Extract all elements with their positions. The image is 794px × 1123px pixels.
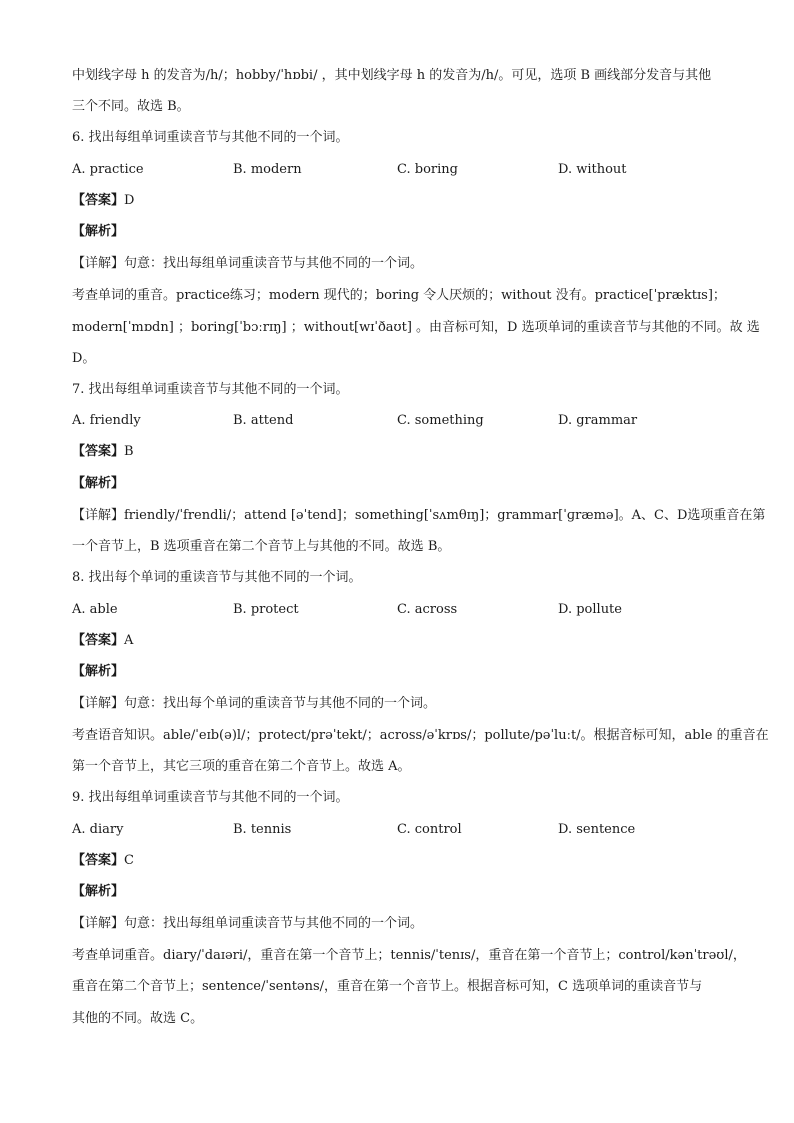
answer-value: B (124, 444, 134, 459)
answer-label: 【答案】 (72, 853, 125, 868)
answer-label: 【答案】 (72, 444, 125, 459)
option-b: B. tennis (233, 822, 292, 837)
detail-line: 第一个音节上，其它三项的重音在第二个音节上。故选 A。 (72, 759, 411, 774)
detail-line: 考查单词重音。diary/ˈdaɪəri/，重音在第一个音节上；tennis/ˈtenɪs/，重音在第一个音节上；control/kənˈtrəʊl/， (72, 948, 746, 963)
option-c: C. something (397, 413, 484, 428)
detail-line: 【详解】friendly/ˈfrendli/；attend [əˈtend]；something[ˈsʌmθɪŋ]；grammar[ˈɡræmə]。A、C、D选项重音在第 (72, 508, 766, 523)
option-a: A. able (72, 602, 118, 617)
answer-line (72, 851, 134, 871)
answer-value: C (124, 853, 134, 868)
answer-line (72, 191, 134, 211)
detail-line: D。 (72, 351, 96, 366)
detail-line: 考查单词的重音。practice练习；modern 现代的；boring 令人厌烦的；without 没有。practice[ˈpræktɪs]； (72, 288, 726, 303)
option-c: C. boring (397, 162, 458, 177)
text-line: 中划线字母 h 的发音为/h/；hobby/ˈhɒbi/ ，其中划线字母 h 的发音为/h/。可见，选项 B 画线部分发音与其他 (72, 68, 712, 83)
detail-line: 一个音节上，B 选项重音在第二个音节上与其他的不同。故选 B。 (72, 539, 451, 554)
option-a: A. diary (72, 822, 124, 837)
option-b: B. attend (233, 413, 294, 428)
question-stem: 9. 找出每组单词重读音节与其他不同的一个词。 (72, 790, 349, 805)
detail-line: 【详解】句意：找出每组单词重读音节与其他不同的一个词。 (72, 916, 424, 931)
option-d: D. pollute (558, 602, 622, 617)
detail-line: 其他的不同。故选 C。 (72, 1011, 204, 1026)
analysis-label: 【解析】 (72, 664, 125, 679)
option-a: A. practice (72, 162, 144, 177)
answer-value: A (124, 633, 134, 648)
answer-line (72, 442, 134, 462)
option-b: B. modern (233, 162, 302, 177)
detail-line: 重音在第二个音节上；sentence/ˈsentəns/，重音在第一个音节上。根据音标可知，C 选项单词的重读音节与 (72, 979, 703, 994)
answer-value: D (124, 193, 135, 208)
answer-label: 【答案】 (72, 193, 125, 208)
detail-line: 【详解】句意：找出每组单词重读音节与其他不同的一个词。 (72, 256, 424, 271)
detail-line: modern[ˈmɒdn] ；boring[ˈbɔːrɪŋ] ；without[wɪˈðaʊt] 。由音标可知，D 选项单词的重读音节与其他的不同。故 选 (72, 320, 760, 335)
option-c: C. across (397, 602, 458, 617)
detail-line: 考查语音知识。able/ˈeɪb(ə)l/；protect/prəˈtekt/；across/əˈkrɒs/；pollute/pəˈluːt/。根据音标可知，able 的重音在 (72, 728, 769, 743)
analysis-label: 【解析】 (72, 476, 125, 491)
option-d: D. grammar (558, 413, 638, 428)
option-d: D. without (558, 162, 627, 177)
question-stem: 7. 找出每组单词重读音节与其他不同的一个词。 (72, 382, 349, 397)
option-b: B. protect (233, 602, 299, 617)
text-line: 三个不同。故选 B。 (72, 99, 190, 114)
question-stem: 6. 找出每组单词重读音节与其他不同的一个词。 (72, 130, 349, 145)
answer-line (72, 631, 133, 651)
option-c: C. control (397, 822, 462, 837)
option-d: D. sentence (558, 822, 636, 837)
detail-line: 【详解】句意：找出每个单词的重读音节与其他不同的一个词。 (72, 696, 437, 711)
analysis-label: 【解析】 (72, 224, 125, 239)
question-stem: 8. 找出每个单词的重读音节与其他不同的一个词。 (72, 570, 362, 585)
analysis-label: 【解析】 (72, 884, 125, 899)
option-a: A. friendly (72, 413, 141, 428)
answer-label: 【答案】 (72, 633, 125, 648)
